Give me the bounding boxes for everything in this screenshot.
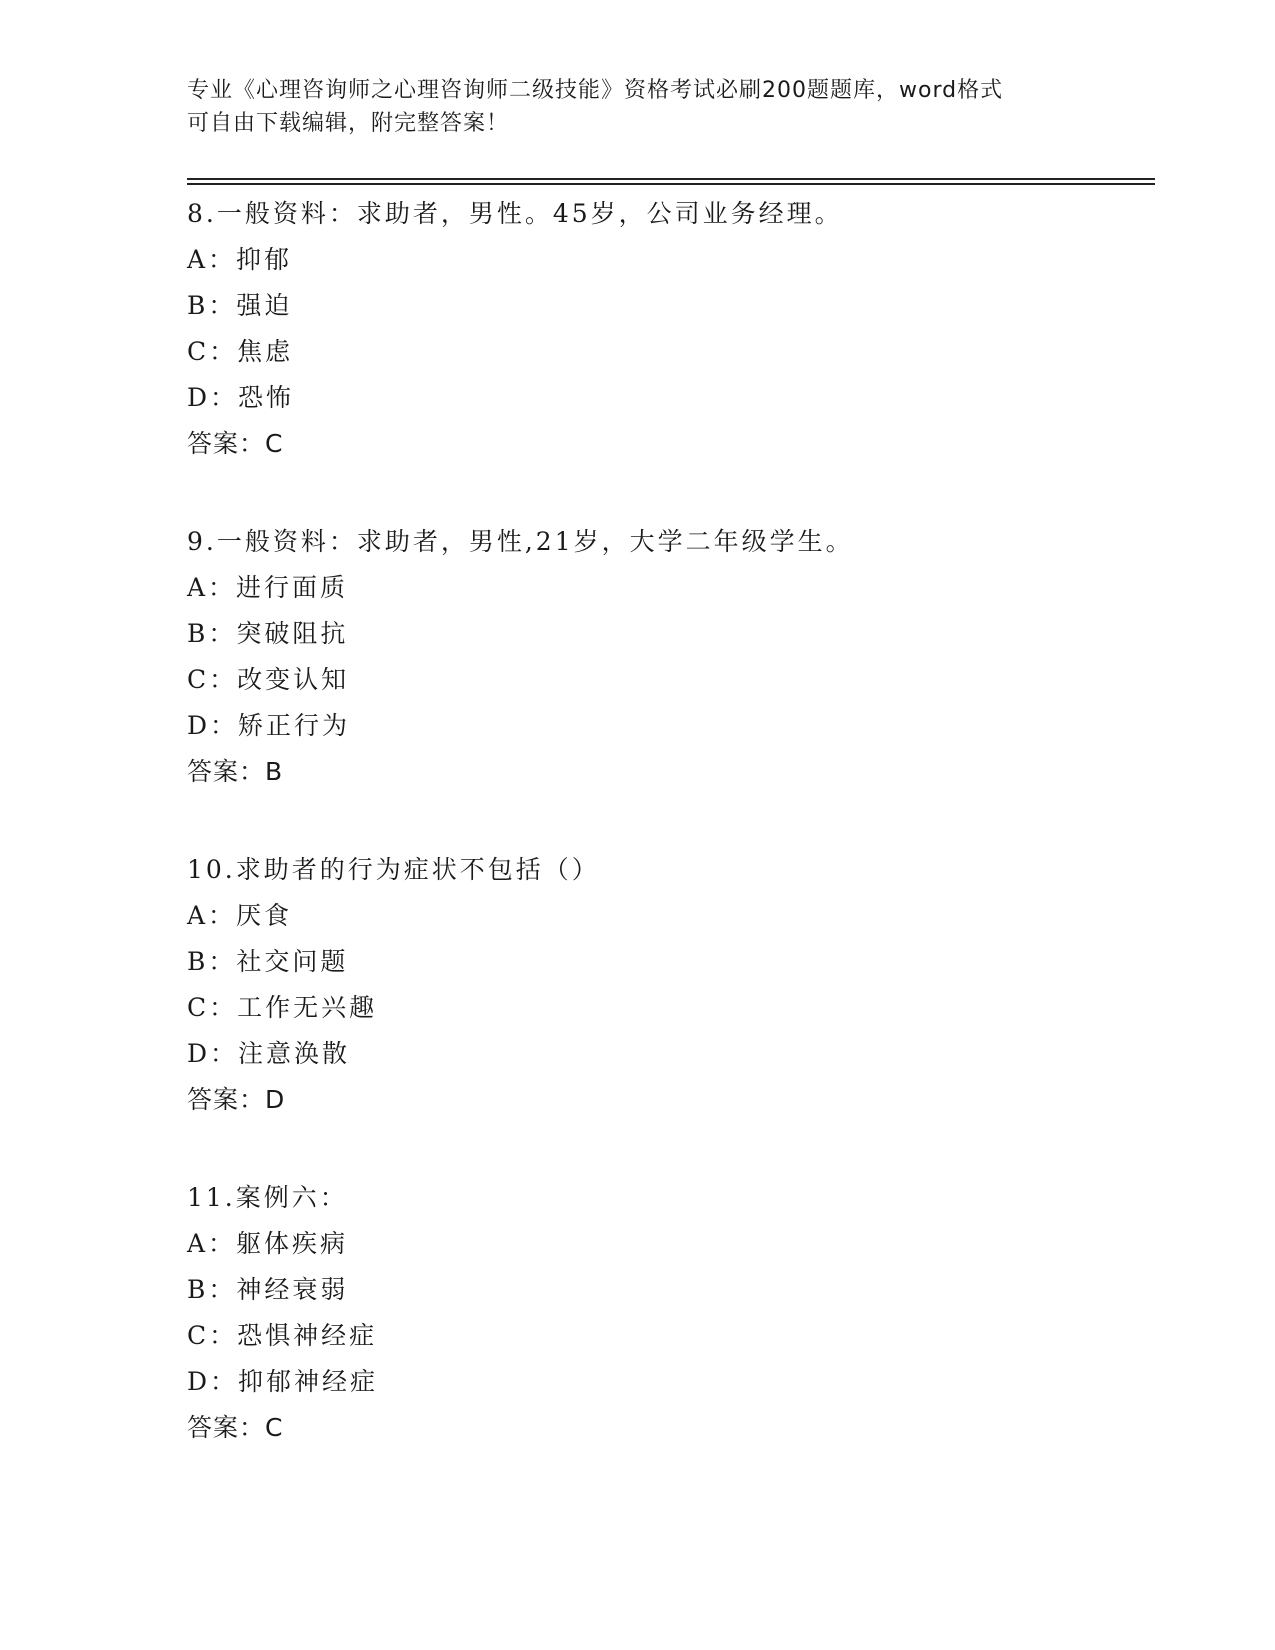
question-10 (187, 847, 1147, 1123)
option-d: D：注意涣散 (187, 1039, 351, 1068)
header-line-2: 可自由下载编辑，附完整答案！ (187, 111, 510, 136)
header-divider-bottom (187, 183, 1155, 185)
header-divider-top (187, 178, 1155, 180)
option-a: A：抑郁 (187, 245, 293, 274)
question-stem: 8.一般资料：求助者，男性。45岁，公司业务经理。 (187, 199, 843, 228)
option-b: B：神经衰弱 (187, 1275, 349, 1304)
question-stem: 11.案例六： (187, 1183, 348, 1212)
option-c: C：工作无兴趣 (187, 993, 378, 1022)
option-a: A：厌食 (187, 901, 293, 930)
option-a: A：躯体疾病 (187, 1229, 349, 1258)
option-c: C：恐惧神经症 (187, 1321, 378, 1350)
option-a: A：进行面质 (187, 573, 349, 602)
option-d: D：恐怖 (187, 383, 295, 412)
option-b: B：强迫 (187, 291, 293, 320)
question-stem: 10.求助者的行为症状不包括（） (187, 855, 600, 884)
answer-text: 答案：C (187, 429, 284, 458)
option-d: D：矫正行为 (187, 711, 351, 740)
option-c: C：焦虑 (187, 337, 294, 366)
header-line-1: 专业《心理咨询师之心理咨询师二级技能》资格考试必刷200题题库，word格式 (187, 78, 1004, 103)
question-8 (187, 191, 1147, 467)
question-list (187, 191, 1147, 1503)
question-stem: 9.一般资料：求助者，男性,21岁，大学二年级学生。 (187, 527, 854, 556)
question-11 (187, 1175, 1147, 1451)
option-c: C：改变认知 (187, 665, 350, 694)
answer-text: 答案：C (187, 1413, 284, 1442)
option-d: D：抑郁神经症 (187, 1367, 379, 1396)
option-b: B：社交问题 (187, 947, 349, 976)
document-header (187, 74, 1067, 140)
answer-text: 答案：B (187, 757, 284, 786)
answer-text: 答案：D (187, 1085, 286, 1114)
option-b: B：突破阻抗 (187, 619, 349, 648)
question-9 (187, 519, 1147, 795)
